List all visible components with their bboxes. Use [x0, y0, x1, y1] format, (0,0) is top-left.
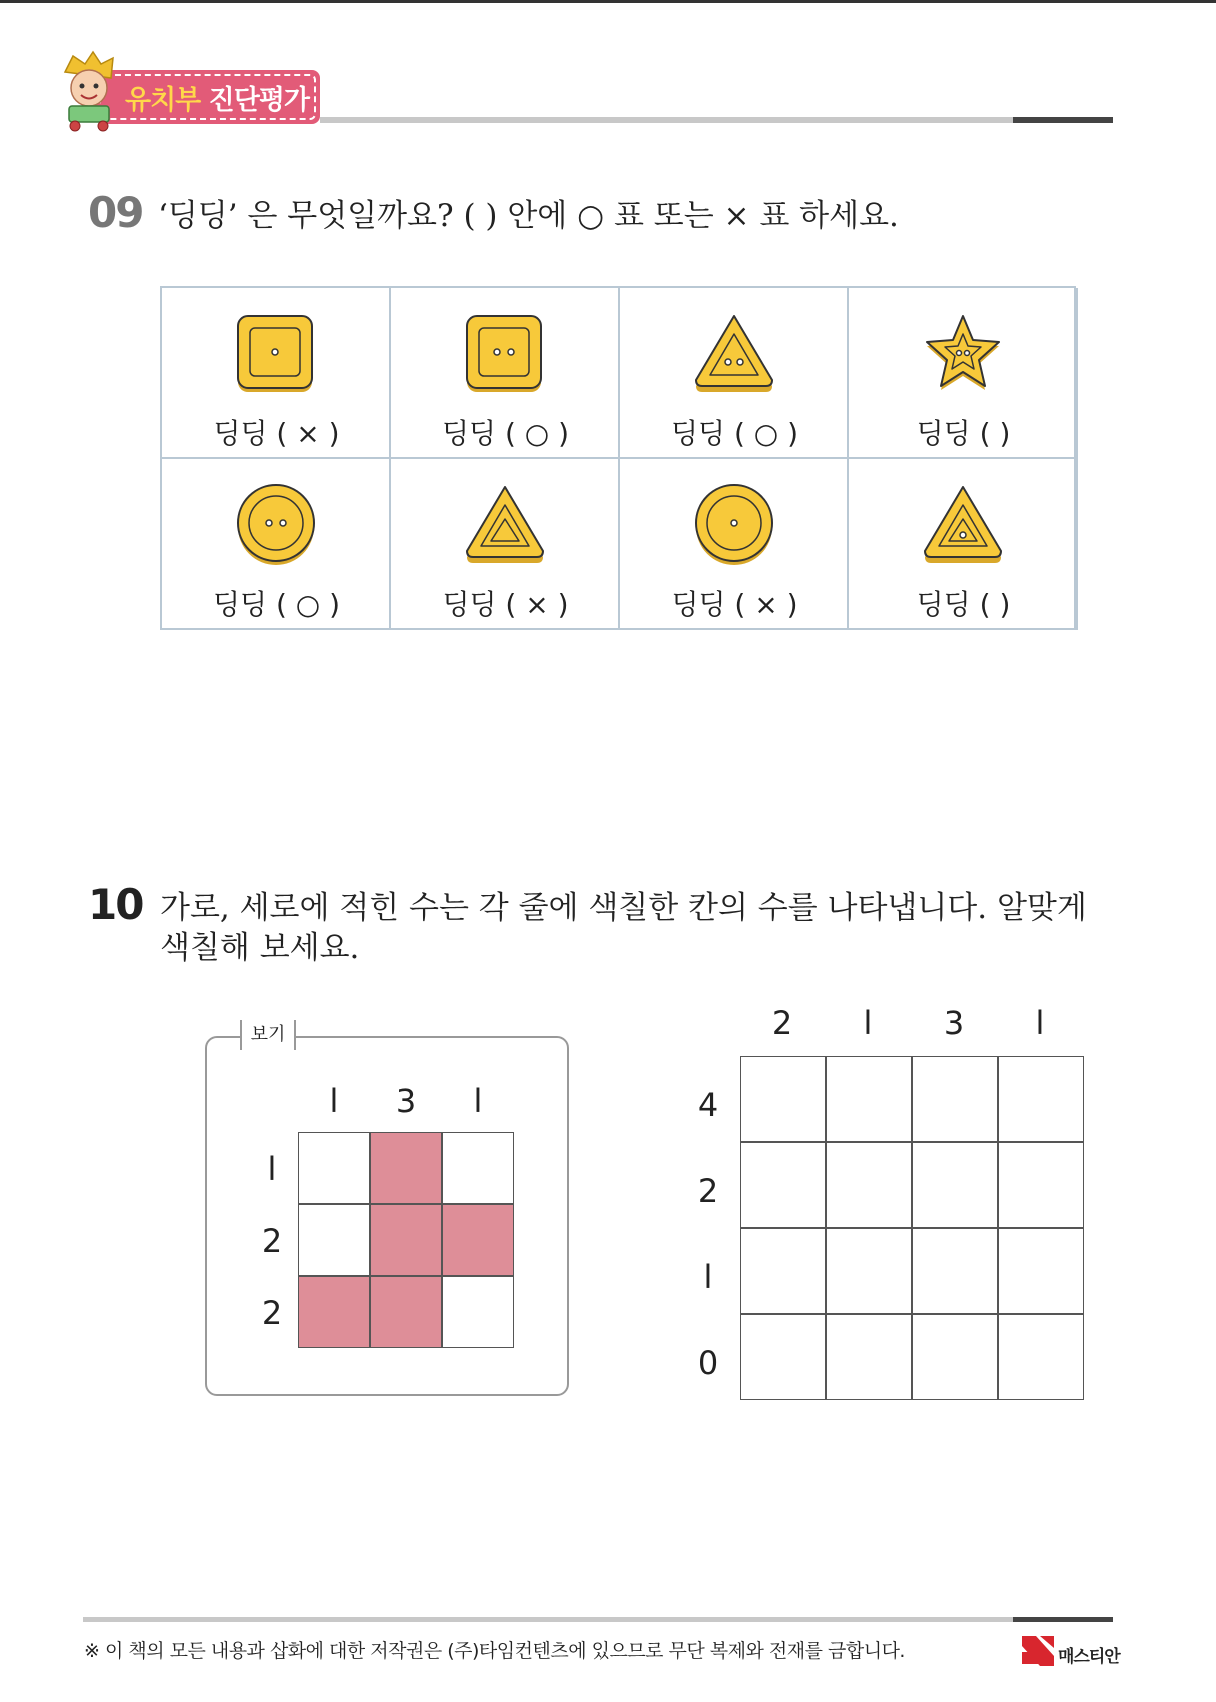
- puzzle-col-clue: 3: [943, 1004, 965, 1042]
- question-number: 10: [88, 880, 143, 929]
- example-cell-filled: [298, 1276, 370, 1348]
- button-label: 딩딩 ( × ): [671, 588, 798, 621]
- question-text-line1: 가로, 세로에 적힌 수는 각 줄에 색칠한 칸의 수를 나타냅니다. 알맞게: [160, 890, 1087, 926]
- puzzle-cell[interactable]: [740, 1056, 826, 1142]
- header-rule-accent: [1013, 117, 1113, 123]
- example-cell-filled: [370, 1204, 442, 1276]
- button-cell: [391, 459, 620, 630]
- example-row-clue: 2: [261, 1294, 283, 1332]
- example-row-clue: 2: [261, 1222, 283, 1260]
- header-rule: [320, 117, 1013, 123]
- circle-button-one-hole-icon: [692, 483, 776, 567]
- footer-rule: [83, 1617, 1013, 1622]
- example-cell-empty: [442, 1132, 514, 1204]
- puzzle-cell[interactable]: [826, 1228, 912, 1314]
- circle-button-two-holes-icon: [234, 483, 318, 567]
- square-button-two-holes-icon: [463, 312, 547, 396]
- triangle-button-one-hole-icon: [921, 483, 1005, 567]
- example-cell-empty: [298, 1132, 370, 1204]
- puzzle-cell[interactable]: [998, 1056, 1084, 1142]
- button-label: 딩딩 ( ○ ): [441, 417, 570, 450]
- button-label: 딩딩 ( ○ ): [212, 588, 341, 621]
- puzzle-grid: [740, 1056, 1084, 1400]
- question-text-line2: 색칠해 보세요.: [160, 930, 360, 966]
- button-cell: [162, 459, 391, 630]
- example-col-clue: 3: [395, 1082, 417, 1120]
- puzzle-cell[interactable]: [740, 1314, 826, 1400]
- button-cell: [391, 288, 620, 459]
- footer-rule-accent: [1013, 1617, 1113, 1622]
- button-cell: [620, 459, 849, 630]
- example-cell-empty: [442, 1276, 514, 1348]
- badge-title: [125, 78, 309, 117]
- puzzle-cell[interactable]: [826, 1314, 912, 1400]
- puzzle-cell[interactable]: [912, 1314, 998, 1400]
- top-border: [0, 0, 1216, 3]
- mascot-icon: [55, 50, 123, 132]
- example-grid: [298, 1132, 514, 1348]
- button-label: 딩딩 ( × ): [213, 417, 340, 450]
- question-number: 09: [88, 188, 143, 237]
- badge-word-highlight: 유치부: [125, 85, 201, 116]
- example-cell-filled: [370, 1276, 442, 1348]
- triangle-button-two-holes-icon: [692, 312, 776, 396]
- puzzle-cell[interactable]: [998, 1314, 1084, 1400]
- puzzle-col-clue: l: [1035, 1004, 1045, 1042]
- button-label: 딩딩 ( ): [916, 417, 1011, 450]
- puzzle-cell[interactable]: [998, 1142, 1084, 1228]
- button-label: 딩딩 ( ○ ): [670, 417, 799, 450]
- puzzle-col-clue: l: [863, 1004, 873, 1042]
- button-cell: [849, 288, 1078, 459]
- button-cell: [620, 288, 849, 459]
- square-button-one-hole-icon: [234, 312, 318, 396]
- example-row-clue: l: [267, 1150, 277, 1188]
- question-text: ‘딩딩’ 은 무엇일까요? ( ) 안에 ○ 표 또는 × 표 하세요.: [158, 198, 899, 234]
- triangle-button-no-holes-icon: [463, 483, 547, 567]
- example-cell-empty: [298, 1204, 370, 1276]
- brand-name: 매스티안: [1058, 1647, 1120, 1667]
- puzzle-cell[interactable]: [826, 1056, 912, 1142]
- puzzle-cell[interactable]: [740, 1142, 826, 1228]
- puzzle-cell[interactable]: [998, 1228, 1084, 1314]
- button-table: [160, 286, 1076, 630]
- puzzle-row-clue: 4: [697, 1086, 719, 1124]
- puzzle-cell[interactable]: [912, 1228, 998, 1314]
- example-cell-filled: [442, 1204, 514, 1276]
- puzzle-col-clue: 2: [771, 1004, 793, 1042]
- star-button-icon: [921, 312, 1005, 396]
- button-cell: [162, 288, 391, 459]
- badge-word: 진단평가: [208, 85, 309, 116]
- puzzle-row-clue: 2: [697, 1172, 719, 1210]
- puzzle-cell[interactable]: [740, 1228, 826, 1314]
- puzzle-cell[interactable]: [826, 1142, 912, 1228]
- example-tab-label: 보기: [240, 1020, 296, 1050]
- section-badge: [95, 70, 320, 124]
- puzzle-cell[interactable]: [912, 1142, 998, 1228]
- puzzle-row-clue: l: [703, 1258, 713, 1296]
- button-label: 딩딩 ( ): [916, 588, 1011, 621]
- puzzle-row-clue: 0: [697, 1344, 719, 1382]
- puzzle-cell[interactable]: [912, 1056, 998, 1142]
- example-col-clue: l: [473, 1082, 483, 1120]
- example-col-clue: l: [329, 1082, 339, 1120]
- button-label: 딩딩 ( × ): [442, 588, 569, 621]
- copyright-notice: ※ 이 책의 모든 내용과 삽화에 대한 저작권은 (주)타임컨텐츠에 있으므로 무단 복제와 전재를 금합니다.: [84, 1640, 905, 1662]
- example-cell-filled: [370, 1132, 442, 1204]
- button-cell: [849, 459, 1078, 630]
- brand-logo-icon: [1020, 1632, 1056, 1668]
